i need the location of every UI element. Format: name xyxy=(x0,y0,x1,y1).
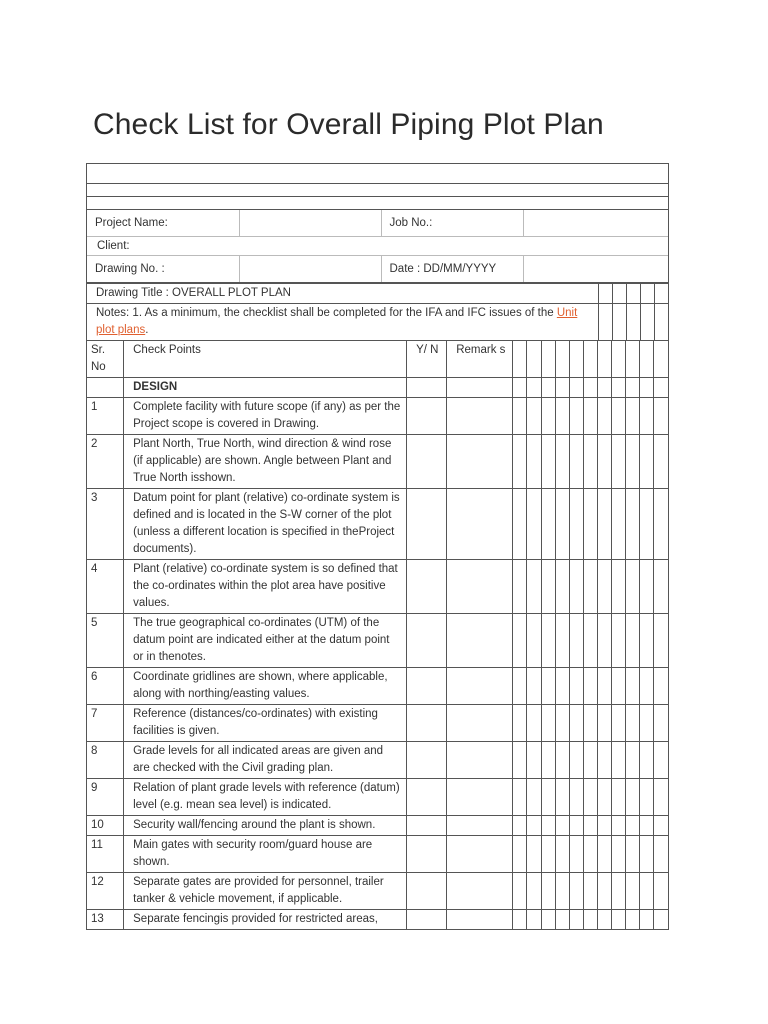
col-yn: Y/ N xyxy=(407,341,447,378)
grid-cell xyxy=(653,705,668,742)
grid-cell xyxy=(555,816,569,836)
row-number: 13 xyxy=(87,910,124,930)
grid-cell xyxy=(513,378,527,398)
grid-cell xyxy=(583,910,597,930)
grid-cell xyxy=(639,378,653,398)
remarks-cell[interactable] xyxy=(447,910,513,930)
grid-cell xyxy=(541,742,555,779)
grid-cell xyxy=(513,742,527,779)
grid-cell xyxy=(583,435,597,489)
grid-cell xyxy=(569,398,583,435)
drawing-title: Drawing Title : OVERALL PLOT PLAN xyxy=(87,284,599,304)
client-row xyxy=(87,237,668,256)
table-row xyxy=(87,836,669,873)
check-point-text: Separate fencingis provided for restricted areas, xyxy=(124,910,407,930)
grid-cell xyxy=(653,489,668,560)
check-point-text: Relation of plant grade levels with reference (datum) level (e.g. mean sea level) is indicated. xyxy=(124,779,407,816)
grid-cell xyxy=(639,614,653,668)
grid-cell xyxy=(555,668,569,705)
grid-cell xyxy=(625,614,639,668)
grid-cell xyxy=(583,489,597,560)
grid-cell xyxy=(513,705,527,742)
grid-cell xyxy=(583,779,597,816)
grid-cell xyxy=(625,910,639,930)
col-check-points: Check Points xyxy=(124,341,407,378)
grid-cell xyxy=(653,378,668,398)
table-row xyxy=(87,560,669,614)
grid-cell xyxy=(625,668,639,705)
grid-cell xyxy=(583,836,597,873)
grid-cell xyxy=(569,705,583,742)
grid-cell xyxy=(611,668,625,705)
remarks-cell[interactable] xyxy=(447,816,513,836)
grid-cell xyxy=(541,873,555,910)
grid-cell xyxy=(513,836,527,873)
grid-cell xyxy=(541,816,555,836)
grid-cell xyxy=(653,836,668,873)
grid-cell xyxy=(513,435,527,489)
grid-cell xyxy=(569,614,583,668)
grid-cell xyxy=(597,560,611,614)
check-point-text: Plant North, True North, wind direction & wind rose (if applicable) are shown. Angle between Plant and True North isshown. xyxy=(124,435,407,489)
grid-cell xyxy=(625,489,639,560)
section-title: DESIGN xyxy=(124,378,407,398)
grid-cell xyxy=(527,836,541,873)
remarks-cell[interactable] xyxy=(447,742,513,779)
drawing-no-label: Drawing No. : xyxy=(87,256,239,282)
grid-cell xyxy=(625,779,639,816)
grid-cell xyxy=(583,816,597,836)
grid-cell xyxy=(527,779,541,816)
checklist-sheet xyxy=(86,163,669,930)
grid-cell xyxy=(653,668,668,705)
grid-cell xyxy=(513,910,527,930)
grid-cell xyxy=(611,560,625,614)
row-number: 3 xyxy=(87,489,124,560)
grid-cell xyxy=(569,435,583,489)
grid-cell xyxy=(541,398,555,435)
remarks-cell[interactable] xyxy=(447,614,513,668)
title-notes-table xyxy=(86,283,669,341)
check-point-text: Datum point for plant (relative) co-ordinate system is defined and is located in the S-W corner of the plot (unless a different location is specified in theProject documents). xyxy=(124,489,407,560)
blank-cell xyxy=(87,184,669,197)
grid-cell xyxy=(639,910,653,930)
grid-cell xyxy=(611,910,625,930)
check-table xyxy=(86,341,669,930)
grid-cell xyxy=(625,435,639,489)
grid-cell xyxy=(527,489,541,560)
table-row xyxy=(87,489,669,560)
grid-cell xyxy=(541,614,555,668)
row-number: 8 xyxy=(87,742,124,779)
table-row xyxy=(87,398,669,435)
grid-cell xyxy=(527,614,541,668)
header-blank-table xyxy=(86,163,669,210)
grid-cell xyxy=(597,489,611,560)
grid-cell xyxy=(625,836,639,873)
grid-cell xyxy=(639,435,653,489)
grid-cell xyxy=(625,398,639,435)
grid-cell xyxy=(583,668,597,705)
grid-cell xyxy=(653,742,668,779)
section-row xyxy=(87,378,669,398)
date-value[interactable] xyxy=(523,256,668,282)
grid-cell xyxy=(611,816,625,836)
grid-cell xyxy=(639,489,653,560)
table-row xyxy=(87,873,669,910)
grid-cell xyxy=(541,779,555,816)
remarks-cell[interactable] xyxy=(447,489,513,560)
grid-cell xyxy=(555,873,569,910)
grid-cell xyxy=(569,910,583,930)
grid-cell xyxy=(583,341,597,378)
grid-cell xyxy=(513,489,527,560)
grid-cell xyxy=(613,304,627,341)
grid-cell xyxy=(627,284,641,304)
grid-cell xyxy=(597,910,611,930)
grid-cell xyxy=(569,378,583,398)
grid-cell xyxy=(555,614,569,668)
check-point-text: Main gates with security room/guard house are shown. xyxy=(124,836,407,873)
yn-cell[interactable] xyxy=(407,873,447,910)
grid-cell xyxy=(611,742,625,779)
grid-cell xyxy=(653,910,668,930)
grid-cell xyxy=(527,705,541,742)
grid-cell xyxy=(527,742,541,779)
job-no-label: Job No.: xyxy=(381,210,523,237)
yn-cell[interactable] xyxy=(407,668,447,705)
grid-cell xyxy=(583,378,597,398)
yn-cell[interactable] xyxy=(407,816,447,836)
yn-cell[interactable] xyxy=(407,742,447,779)
remarks-cell[interactable] xyxy=(447,705,513,742)
unit-plot-plans-link[interactable]: Unit plot plans xyxy=(96,307,578,336)
row-number: 5 xyxy=(87,614,124,668)
grid-cell xyxy=(597,378,611,398)
grid-cell xyxy=(555,836,569,873)
grid-cell xyxy=(653,614,668,668)
grid-cell xyxy=(611,398,625,435)
grid-cell xyxy=(527,873,541,910)
grid-cell xyxy=(583,705,597,742)
grid-cell xyxy=(597,614,611,668)
grid-cell xyxy=(513,668,527,705)
grid-cell xyxy=(625,742,639,779)
grid-cell xyxy=(527,668,541,705)
table-row xyxy=(87,614,669,668)
drawing-no-value[interactable] xyxy=(239,256,381,282)
grid-cell xyxy=(555,435,569,489)
check-point-text: Grade levels for all indicated areas are given and are checked with the Civil grading plan. xyxy=(124,742,407,779)
remarks-cell[interactable] xyxy=(447,560,513,614)
table-row xyxy=(87,705,669,742)
grid-cell xyxy=(569,560,583,614)
yn-cell[interactable] xyxy=(407,435,447,489)
grid-cell xyxy=(555,560,569,614)
section-sr-cell xyxy=(87,378,124,398)
client-label: Client: xyxy=(97,240,130,252)
grid-cell xyxy=(655,284,669,304)
grid-cell xyxy=(569,742,583,779)
grid-cell xyxy=(611,378,625,398)
remarks-cell[interactable] xyxy=(447,398,513,435)
grid-cell xyxy=(611,836,625,873)
row-number: 7 xyxy=(87,705,124,742)
grid-cell xyxy=(653,779,668,816)
grid-cell xyxy=(627,304,641,341)
grid-cell xyxy=(555,341,569,378)
project-name-value[interactable] xyxy=(239,210,381,237)
grid-cell xyxy=(611,614,625,668)
check-point-text: Coordinate gridlines are shown, where applicable, along with northing/easting values. xyxy=(124,668,407,705)
grid-cell xyxy=(555,910,569,930)
grid-cell xyxy=(569,779,583,816)
remarks-cell[interactable] xyxy=(447,668,513,705)
grid-cell xyxy=(655,304,669,341)
remarks-cell[interactable] xyxy=(447,435,513,489)
check-point-text: Complete facility with future scope (if any) as per the Project scope is covered in Drawing. xyxy=(124,398,407,435)
row-number: 10 xyxy=(87,816,124,836)
grid-cell xyxy=(625,560,639,614)
grid-cell xyxy=(569,489,583,560)
grid-cell xyxy=(569,816,583,836)
grid-cell xyxy=(639,873,653,910)
date-label: Date : DD/MM/YYYY xyxy=(381,256,523,282)
grid-cell xyxy=(513,614,527,668)
grid-cell xyxy=(513,560,527,614)
grid-cell xyxy=(597,873,611,910)
job-no-value[interactable] xyxy=(523,210,668,237)
grid-cell xyxy=(639,816,653,836)
grid-cell xyxy=(513,816,527,836)
grid-cell xyxy=(611,705,625,742)
grid-cell xyxy=(541,668,555,705)
grid-cell xyxy=(541,435,555,489)
grid-cell xyxy=(597,836,611,873)
section-remarks-cell xyxy=(447,378,513,398)
yn-cell[interactable] xyxy=(407,836,447,873)
row-number: 9 xyxy=(87,779,124,816)
row-number: 11 xyxy=(87,836,124,873)
project-info-block xyxy=(86,210,669,283)
grid-cell xyxy=(597,341,611,378)
yn-cell[interactable] xyxy=(407,398,447,435)
page-title: Check List for Overall Piping Plot Plan xyxy=(93,108,604,141)
notes-text: Notes: 1. As a minimum, the checklist shall be completed for the IFA and IFC issues of the xyxy=(96,307,557,319)
grid-cell xyxy=(541,341,555,378)
grid-cell xyxy=(555,378,569,398)
check-point-text: Reference (distances/co-ordinates) with existing facilities is given. xyxy=(124,705,407,742)
grid-cell xyxy=(527,560,541,614)
grid-cell xyxy=(641,304,655,341)
yn-cell[interactable] xyxy=(407,779,447,816)
grid-cell xyxy=(611,341,625,378)
grid-cell xyxy=(653,398,668,435)
remarks-cell[interactable] xyxy=(447,836,513,873)
grid-cell xyxy=(583,614,597,668)
row-number: 12 xyxy=(87,873,124,910)
grid-cell xyxy=(639,779,653,816)
grid-cell xyxy=(555,489,569,560)
col-sr-no: Sr. No xyxy=(87,341,124,378)
grid-cell xyxy=(597,742,611,779)
grid-cell xyxy=(653,435,668,489)
yn-cell[interactable] xyxy=(407,910,447,930)
grid-cell xyxy=(639,705,653,742)
check-point-text: Separate gates are provided for personnel, trailer tanker & vehicle movement, if applicable. xyxy=(124,873,407,910)
grid-cell xyxy=(541,910,555,930)
grid-cell xyxy=(541,836,555,873)
grid-cell xyxy=(639,742,653,779)
table-row xyxy=(87,816,669,836)
grid-cell xyxy=(639,836,653,873)
blank-cell xyxy=(87,164,669,184)
grid-cell xyxy=(541,560,555,614)
notes-suffix: . xyxy=(145,324,149,336)
grid-cell xyxy=(583,742,597,779)
grid-cell xyxy=(541,705,555,742)
remarks-cell[interactable] xyxy=(447,873,513,910)
grid-cell xyxy=(569,341,583,378)
grid-cell xyxy=(569,836,583,873)
grid-cell xyxy=(639,398,653,435)
col-remarks: Remark s xyxy=(447,341,513,378)
grid-cell xyxy=(569,873,583,910)
grid-cell xyxy=(527,910,541,930)
table-row xyxy=(87,435,669,489)
grid-cell xyxy=(653,560,668,614)
grid-cell xyxy=(611,435,625,489)
grid-cell xyxy=(611,489,625,560)
row-number: 1 xyxy=(87,398,124,435)
grid-cell xyxy=(527,398,541,435)
grid-cell xyxy=(653,873,668,910)
column-header-row xyxy=(87,341,669,378)
grid-cell xyxy=(583,560,597,614)
yn-cell[interactable] xyxy=(407,560,447,614)
row-number: 4 xyxy=(87,560,124,614)
grid-cell xyxy=(555,742,569,779)
grid-cell xyxy=(639,668,653,705)
grid-cell xyxy=(599,284,613,304)
grid-cell xyxy=(513,873,527,910)
table-row xyxy=(87,742,669,779)
blank-cell xyxy=(87,197,669,210)
grid-cell xyxy=(625,341,639,378)
grid-cell xyxy=(555,779,569,816)
check-point-text: Security wall/fencing around the plant is shown. xyxy=(124,816,407,836)
grid-cell xyxy=(583,873,597,910)
grid-cell xyxy=(555,398,569,435)
grid-cell xyxy=(527,378,541,398)
row-number: 2 xyxy=(87,435,124,489)
check-point-text: The true geographical co-ordinates (UTM) of the datum point are indicated either at the datum point or in thenotes. xyxy=(124,614,407,668)
grid-cell xyxy=(527,341,541,378)
grid-cell xyxy=(611,873,625,910)
grid-cell xyxy=(597,816,611,836)
grid-cell xyxy=(597,398,611,435)
grid-cell xyxy=(641,284,655,304)
grid-cell xyxy=(653,816,668,836)
grid-cell xyxy=(653,341,668,378)
grid-cell xyxy=(599,304,613,341)
drawing-info-table xyxy=(87,256,668,282)
grid-cell xyxy=(597,705,611,742)
grid-cell xyxy=(625,816,639,836)
grid-cell xyxy=(513,779,527,816)
grid-cell xyxy=(527,435,541,489)
grid-cell xyxy=(597,435,611,489)
grid-cell xyxy=(639,560,653,614)
yn-cell[interactable] xyxy=(407,614,447,668)
table-row xyxy=(87,668,669,705)
grid-cell xyxy=(541,489,555,560)
grid-cell xyxy=(513,341,527,378)
grid-cell xyxy=(613,284,627,304)
section-yn-cell xyxy=(407,378,447,398)
grid-cell xyxy=(625,378,639,398)
row-number: 6 xyxy=(87,668,124,705)
table-row xyxy=(87,779,669,816)
grid-cell xyxy=(555,705,569,742)
grid-cell xyxy=(541,378,555,398)
grid-cell xyxy=(639,341,653,378)
grid-cell xyxy=(625,873,639,910)
project-name-label: Project Name: xyxy=(87,210,239,237)
grid-cell xyxy=(583,398,597,435)
remarks-cell[interactable] xyxy=(447,779,513,816)
grid-cell xyxy=(569,668,583,705)
grid-cell xyxy=(597,779,611,816)
grid-cell xyxy=(513,398,527,435)
table-row xyxy=(87,910,669,930)
notes xyxy=(87,304,599,341)
yn-cell[interactable] xyxy=(407,705,447,742)
check-point-text: Plant (relative) co-ordinate system is so defined that the co-ordinates within the plot area have positive values. xyxy=(124,560,407,614)
grid-cell xyxy=(625,705,639,742)
yn-cell[interactable] xyxy=(407,489,447,560)
grid-cell xyxy=(597,668,611,705)
grid-cell xyxy=(527,816,541,836)
project-info-table xyxy=(87,210,668,237)
grid-cell xyxy=(611,779,625,816)
